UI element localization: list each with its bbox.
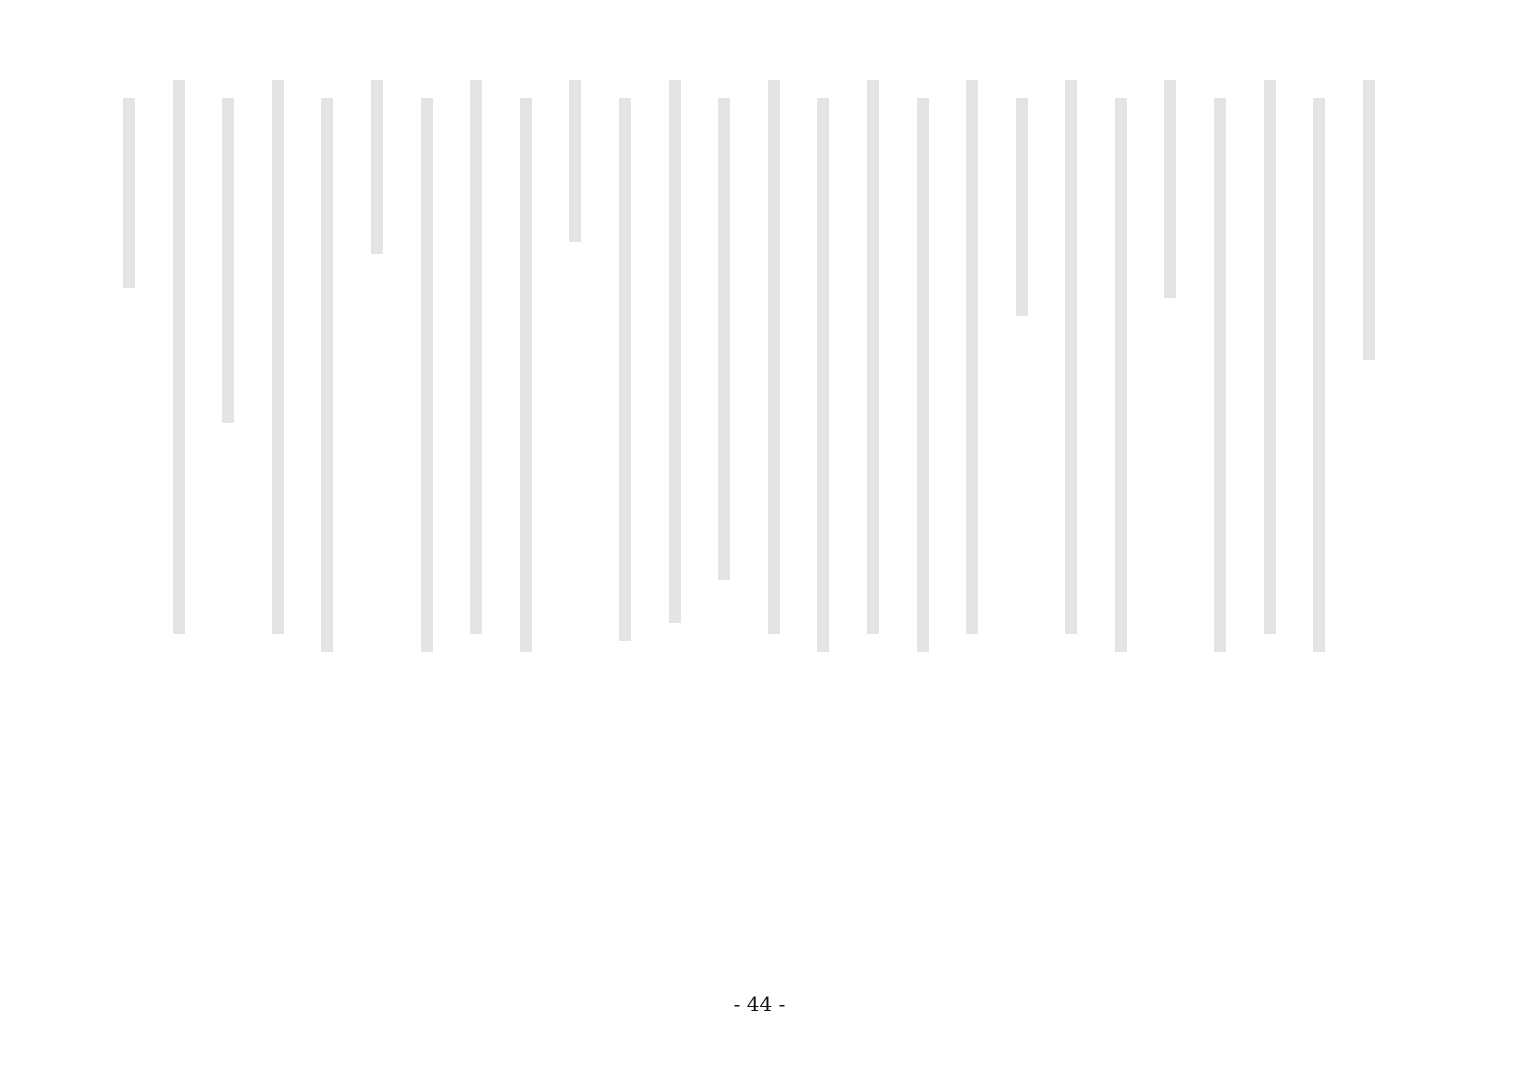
text-column [1359,80,1379,960]
text-column [1260,80,1280,960]
text-column [913,80,933,960]
text-column [863,80,883,960]
text-placeholder [817,98,829,652]
text-placeholder [421,98,433,652]
text-column [1210,80,1230,960]
text-placeholder [768,80,780,634]
text-column [169,80,189,960]
text-column [1012,80,1032,960]
text-placeholder [1016,98,1028,316]
text-column [565,80,585,960]
text-column [417,80,437,960]
text-placeholder [669,80,681,623]
text-placeholder [173,80,185,634]
text-placeholder [917,98,929,652]
text-placeholder [1214,98,1226,652]
text-placeholder [1264,80,1276,634]
text-column [218,80,238,960]
text-placeholder [1065,80,1077,634]
text-placeholder [569,80,581,242]
text-column [367,80,387,960]
text-column [268,80,288,960]
text-column [615,80,635,960]
text-column [1160,80,1180,960]
text-placeholder [1164,80,1176,298]
text-placeholder [470,80,482,634]
text-placeholder [619,98,631,641]
text-placeholder [272,80,284,634]
text-placeholder [718,98,730,580]
text-column [1111,80,1131,960]
text-placeholder [1363,80,1375,360]
text-placeholder [520,98,532,652]
text-placeholder [123,98,135,288]
text-column [962,80,982,960]
text-placeholder [867,80,879,634]
text-column [317,80,337,960]
text-column [1309,80,1329,960]
text-placeholder [966,80,978,634]
text-column [516,80,536,960]
text-column [665,80,685,960]
text-column [1061,80,1081,960]
text-column [813,80,833,960]
text-column [466,80,486,960]
vertical-text-body [119,80,1379,960]
text-placeholder [1115,98,1127,652]
text-column [119,80,139,960]
text-placeholder [222,98,234,423]
text-column [714,80,734,960]
text-placeholder [371,80,383,254]
page-number: - 44 - [733,992,786,1016]
text-placeholder [1313,98,1325,652]
text-column [764,80,784,960]
text-placeholder [321,98,333,652]
